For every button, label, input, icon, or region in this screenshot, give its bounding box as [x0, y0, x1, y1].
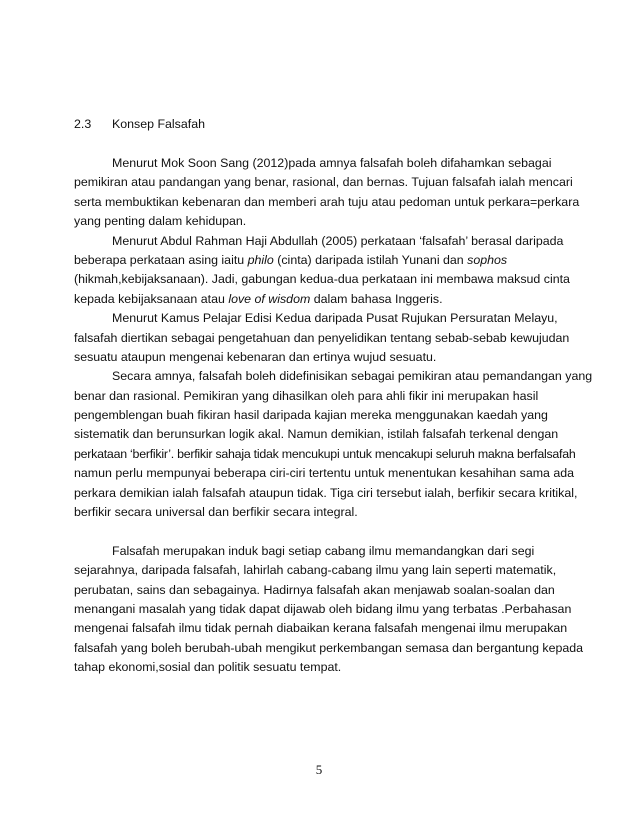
text-line: sejarahnya, daripada falsafah, lahirlah cabang-cabang ilmu yang lain seperti matematik,	[74, 563, 557, 578]
text-segment: kepada kebijaksanaan atau	[74, 291, 229, 306]
text-line: mengenai falsafah ilmu tidak pernah diabaikan kerana falsafah mengenai ilmu merupakan	[74, 621, 568, 636]
paragraph-gap	[74, 522, 566, 541]
text-line: falsafah diertikan sebagai pengetahuan dan penyelidikan tentang sebab-sebab kewujudan	[74, 330, 570, 345]
page-number: 5	[315, 762, 323, 777]
text-segment: beberapa perkataan asing iaitu	[74, 252, 248, 267]
text-line: pemikiran atau pandangan yang benar, rasional, dan bernas. Tujuan falsafah ialah mencari	[74, 175, 573, 190]
text-line: perkara demikian ialah falsafah ataupun tidak. Tiga ciri tersebut ialah, berfikir secara kritikal,	[74, 485, 578, 500]
italic-term: sophos	[467, 252, 508, 267]
text-line: berfikir secara universal dan berfikir secara integral.	[74, 505, 358, 520]
text-line: yang penting dalam kehidupan.	[74, 214, 247, 229]
section-heading	[74, 117, 205, 131]
text-line: serta membuktikan kebenaran dan memberi arah tuju atau pedoman untuk perkara=perkara	[74, 194, 580, 209]
text-line: sistematik dan berunsurkan logik akal. Namun demikian, istilah falsafah terkenal dengan	[74, 427, 559, 442]
text-line: menangani masalah yang tidak dapat dijawab oleh bidang ilmu yang terbatas .Perbahasan	[74, 601, 572, 616]
text-line: tahap ekonomi,sosial dan politik sesuatu tempat.	[74, 660, 342, 675]
text-line	[74, 251, 566, 270]
text-line: Falsafah merupakan induk bagi setiap cabang ilmu memandangkan dari segi	[112, 543, 535, 558]
text-line: falsafah yang boleh berubah-ubah mengikut perkembangan semasa dan bergantung kepada	[74, 640, 584, 655]
italic-term: love of wisdom	[228, 291, 311, 306]
text-line: Menurut Kamus Pelajar Edisi Kedua daripada Pusat Rujukan Persuratan Melayu,	[112, 311, 558, 326]
text-line: Secara amnya, falsafah boleh didefinisikan sebagai pemikiran atau pemandangan yang	[112, 369, 593, 384]
text-line: namun perlu mempunyai beberapa ciri-ciri tertentu untuk menentukan kesahihan sama ada	[74, 466, 575, 481]
italic-term: philo	[247, 252, 274, 267]
section-title: Konsep Falsafah	[112, 117, 205, 131]
text-line: (hikmah,kebijaksanaan). Jadi, gabungan kedua-dua perkataan ini membawa maksud cinta	[74, 272, 570, 287]
text-line: Menurut Abdul Rahman Haji Abdullah (2005) perkataan ‘falsafah’ berasal daripada	[112, 233, 564, 248]
text-segment: (cinta) daripada istilah Yunani dan	[273, 252, 468, 267]
text-line: sesuatu ataupun mengenai kebenaran dan ertinya wujud sesuatu.	[74, 349, 437, 364]
section-number: 2.3	[74, 117, 92, 131]
text-line	[74, 290, 566, 309]
text-line: perubatan, sains dan sebagainya. Hadirnya falsafah akan menjawab soalan-soalan dan	[74, 582, 555, 597]
text-line: Menurut Mok Soon Sang (2012)pada amnya falsafah boleh difahamkan sebagai	[112, 156, 552, 170]
text-line: perkataan ‘berfikir’. berfikir sahaja tidak mencukupi untuk mencakupi seluruh makna berfalsafah	[74, 446, 576, 461]
text-line: benar dan rasional. Pemikiran yang dihasilkan oleh para ahli fikir ini merupakan hasil	[74, 388, 539, 403]
text-line: pengemblengan buah fikiran hasil daripada kajian mereka menggunakan kaedah yang	[74, 408, 548, 423]
text-segment: dalam bahasa Inggeris.	[310, 291, 443, 306]
body-text	[74, 154, 593, 678]
